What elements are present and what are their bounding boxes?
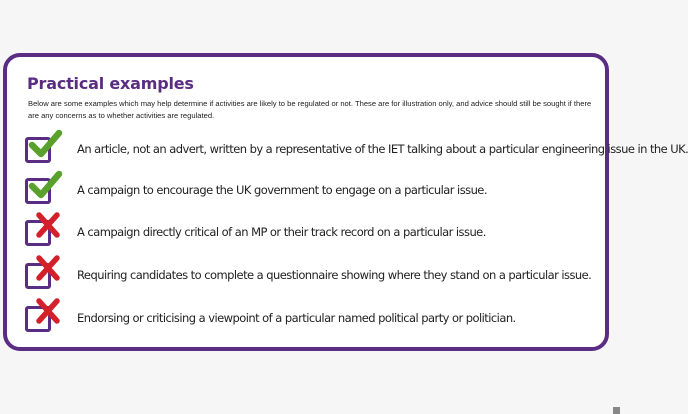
list-item — [25, 300, 605, 336]
list-item-text: An article, not an advert, written by a representative of the IET talking about a particular engineering issue in the UK. — [77, 142, 688, 156]
cross-icon — [27, 253, 63, 287]
cross-icon — [27, 296, 63, 330]
list-item-text: A campaign directly critical of an MP or their track record on a particular issue. — [77, 225, 486, 239]
list-item-text: Endorsing or criticising a viewpoint of a particular named political party or politician. — [77, 311, 516, 325]
cross-icon — [27, 210, 63, 244]
intro-text: Below are some examples which may help determine if activities are likely to be regulated or not. These are for illustration only, and advice should still be sought if there are any concerns as to whether activities are regulated. — [28, 99, 592, 120]
list-item — [25, 257, 605, 293]
corner-marker — [613, 407, 620, 414]
list-item-text: Requiring candidates to complete a questionnaire showing where they stand on a particular issue. — [77, 268, 592, 282]
list-item-text: A campaign to encourage the UK government to engage on a particular issue. — [77, 183, 487, 197]
card-title: Practical examples — [27, 74, 194, 93]
checkmark-icon — [27, 168, 63, 202]
list-item — [25, 172, 605, 208]
checkmark-icon — [27, 127, 63, 161]
list-item — [25, 131, 688, 167]
list-item — [25, 214, 605, 250]
practical-examples-card — [3, 53, 688, 351]
